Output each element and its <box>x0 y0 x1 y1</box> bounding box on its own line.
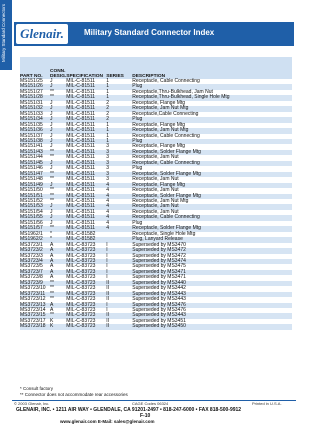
conn-desig-cell: A <box>50 252 54 259</box>
glenair-logo <box>16 24 68 44</box>
specification-cell: MIL-C-81511 <box>66 128 106 133</box>
description-cell: Superseded by MS3440 <box>132 281 292 286</box>
description-cell: Superseded by MS3472 <box>132 252 186 259</box>
conn-desig-cell: ** <box>50 154 54 161</box>
conn-desig-cell: * <box>50 230 52 237</box>
description-cell: Superseded by MS3451 <box>132 317 186 324</box>
conn-desig-cell: K <box>50 324 66 329</box>
part-no-cell: MS3723/12 <box>20 296 46 303</box>
specification-cell: MIL-C-81511 <box>66 172 106 177</box>
col-series: SERIES <box>106 74 124 79</box>
part-no-cell: MS3723/4 <box>20 259 50 264</box>
specification-cell: MIL-C-81511 <box>66 161 106 166</box>
series-cell: I <box>106 307 108 314</box>
specification-cell: MIL-C-81511 <box>66 106 106 111</box>
conn-desig-cell: ** <box>50 285 54 292</box>
description-cell: Superseded by MS3443 <box>132 313 292 318</box>
description-cell: Superseded by MS3443 <box>132 292 292 297</box>
conn-desig-cell: K <box>50 317 54 324</box>
specification-cell: MIL-C-83723 <box>66 303 106 308</box>
conn-desig-cell: * <box>50 237 66 242</box>
conn-desig-cell: J <box>50 183 66 188</box>
part-no-cell: MS151/41 <box>20 143 43 150</box>
specification-cell: MIL-C-83723 <box>66 252 96 259</box>
note-no-rear-accessories: ** Connector does not accommodate rear accessories <box>20 391 128 397</box>
conn-desig-cell: A <box>50 274 54 281</box>
part-no-cell: MS151/48 <box>20 176 43 183</box>
specification-cell: MIL-C-81511 <box>66 176 96 183</box>
description-cell: Superseded by MS3474 <box>132 259 292 264</box>
conn-desig-cell: J <box>50 110 53 117</box>
series-cell: I <box>106 270 132 275</box>
description-cell: Receptacle, Jam Nut Mtg <box>132 197 189 204</box>
series-cell: 4 <box>106 204 132 209</box>
series-cell: 1 <box>106 139 132 144</box>
description-cell: Receptacle, Flange Mtg <box>132 121 186 128</box>
series-cell: I <box>106 303 132 308</box>
series-cell: 2 <box>106 99 110 106</box>
description-cell: Receptacle, Solder Flange Mtg <box>132 226 292 231</box>
series-cell: 4 <box>106 194 132 199</box>
description-cell: Receptacle, Cable Connecting <box>132 161 292 166</box>
conn-desig-cell: J <box>50 161 66 166</box>
specification-cell: MIL-C-81511 <box>66 78 96 84</box>
specification-cell: MIL-C-83723 <box>66 292 106 297</box>
series-cell: 3 <box>106 154 110 161</box>
part-no-cell: MS151/54 <box>20 208 43 215</box>
series-cell: 3 <box>106 176 110 183</box>
series-cell: 1 <box>106 95 132 100</box>
part-no-cell: MS151/53 <box>20 204 50 209</box>
series-cell: I <box>106 252 108 259</box>
part-no-cell: MS3723/18 <box>20 324 50 329</box>
series-cell: 1 <box>106 84 132 89</box>
part-no-cell: MS151/51 <box>20 194 50 199</box>
part-no-cell: MS151/49 <box>20 183 50 188</box>
company-address: GLENAIR, INC. • 1211 AIR WAY • GLENDALE, CA 91201-2497 • 818-247-6000 • FAX 818-500-9912 <box>16 407 242 413</box>
specification-cell: MIL-C-81511 <box>66 197 96 204</box>
conn-desig-cell: J <box>50 204 66 209</box>
part-no-cell: MS151/57 <box>20 226 50 231</box>
side-tab-label: Military Standard Connectors <box>1 4 6 63</box>
conn-desig-cell: J <box>50 215 66 220</box>
series-cell: 3 <box>106 172 132 177</box>
conn-desig-cell: ** <box>50 296 54 303</box>
series-cell: 4 <box>106 219 110 226</box>
specification-cell: MIL-C-83723 <box>66 270 106 275</box>
description-cell: Receptacle, Solder Flange Mtg <box>132 150 292 155</box>
description-cell: Superseded by MS3472 <box>132 248 292 253</box>
description-cell: Superseded by MS3470 <box>132 241 186 248</box>
part-no-cell: MS1962/2 <box>20 237 50 242</box>
table-row <box>20 324 292 329</box>
series-cell: 4 <box>106 197 110 204</box>
conn-desig-cell: J <box>50 128 66 133</box>
specification-cell: MIL-C-81511 <box>66 121 96 128</box>
conn-desig-cell: J <box>50 121 53 128</box>
part-no-cell: MS3723/17 <box>20 317 46 324</box>
copyright: © 2003 Glenair, Inc. <box>14 401 50 406</box>
col-description: DESCRIPTION <box>132 74 166 79</box>
part-no-cell: MS151/31 <box>20 99 43 106</box>
part-no-cell: MS151/38 <box>20 139 50 144</box>
conn-desig-cell: ** <box>50 194 66 199</box>
description-cell: Receptacle, Flange Mtg <box>132 183 292 188</box>
series-cell: 3 <box>106 161 132 166</box>
part-no-cell: MS3723/14 <box>20 307 46 314</box>
part-no-cell: MS151/43 <box>20 150 50 155</box>
specification-cell: MIL-C-83723 <box>66 296 96 303</box>
series-cell: II <box>106 313 132 318</box>
series-cell: II <box>106 281 132 286</box>
specification-cell: MIL-C-83723 <box>66 324 106 329</box>
description-cell: Plug <box>132 117 292 122</box>
specification-cell: MIL-C-81511 <box>66 95 106 100</box>
conn-desig-cell: J <box>50 143 53 150</box>
table-body <box>20 79 292 330</box>
specification-cell: MIL-C-81511 <box>66 194 106 199</box>
page-title: Military Standard Connector Index <box>84 28 215 37</box>
description-cell: Receptacle,Thru-Bulkhead, Single Hole Mtg <box>132 95 292 100</box>
specification-cell: MIL-C-81511 <box>66 226 106 231</box>
description-cell: Receptacle, Jam Nut <box>132 154 179 161</box>
conn-desig-cell: A <box>50 248 66 253</box>
specification-cell: MIL-C-81511 <box>66 204 106 209</box>
description-cell: Receptacle, Flange Mtg <box>132 99 186 106</box>
part-no-cell: MS3723/8 <box>20 274 43 281</box>
series-cell: 1 <box>106 78 110 84</box>
note-consult-factory: * Consult factory <box>20 386 54 391</box>
cage-codes: CAGE Codes 06324 <box>132 401 169 406</box>
series-cell: 3 <box>106 150 132 155</box>
part-no-cell: MS151/32 <box>20 106 50 111</box>
series-cell: II <box>106 317 110 324</box>
description-cell: Receptacle, Cable Connecting <box>132 215 292 220</box>
series-cell: 1 <box>106 128 132 133</box>
specification-cell: MIL-C-81511 <box>66 215 106 220</box>
conn-desig-cell: ** <box>50 281 66 286</box>
notes <box>20 386 128 397</box>
specification-cell: MIL-C-81511 <box>66 99 96 106</box>
part-no-cell: MS151/46 <box>20 165 43 172</box>
connector-index-table <box>20 69 292 330</box>
series-cell: I <box>106 241 108 248</box>
part-no-cell: MS3723/13 <box>20 303 50 308</box>
specification-cell: MIL-C-83723 <box>66 241 96 248</box>
part-no-cell: MS151/27 <box>20 88 43 95</box>
description-cell: Receptacle, Single Hole Mtg <box>132 230 196 237</box>
description-cell: Superseded by MS3476 <box>132 307 186 314</box>
specification-cell: MIL-C-81511 <box>66 183 106 188</box>
series-cell: 2 <box>106 117 132 122</box>
logo-text: Glenair. <box>20 26 64 41</box>
series-cell: 2 <box>106 110 110 117</box>
conn-desig-cell: A <box>50 241 54 248</box>
series-cell: I <box>106 248 132 253</box>
description-cell: Receptacle, Jam Nut <box>132 176 179 183</box>
part-no-cell: MS151/44 <box>20 154 43 161</box>
part-no-cell: MS151/33 <box>20 110 43 117</box>
series-cell: 1 <box>106 88 110 95</box>
description-cell: Receptacle, Cable Connecting <box>132 132 200 139</box>
specification-cell: MIL-C-81582 <box>66 230 96 237</box>
specification-cell: MIL-C-81511 <box>66 132 96 139</box>
part-no-cell: MS151/45 <box>20 161 50 166</box>
conn-desig-cell: J <box>50 99 53 106</box>
series-cell: 2 <box>106 106 132 111</box>
specification-cell: MIL-C-81511 <box>66 143 96 150</box>
description-cell: Receptacle, Jam Nut Mtg <box>132 106 292 111</box>
part-no-cell: MS3723/2 <box>20 248 50 253</box>
series-cell: II <box>106 296 110 303</box>
description-cell: Superseded by MS3443 <box>132 296 186 303</box>
page-header <box>14 22 294 46</box>
specification-cell: MIL-C-83723 <box>66 259 106 264</box>
specification-cell: MIL-C-81511 <box>66 110 96 117</box>
specification-cell: MIL-C-81511 <box>66 88 96 95</box>
part-no-cell: MS3723/5 <box>20 263 43 270</box>
conn-desig-cell: A <box>50 270 66 275</box>
description-cell: Plug <box>132 84 292 89</box>
specification-cell: MIL-C-81511 <box>66 154 96 161</box>
description-cell: Receptacle, Jam Nut Mtg <box>132 128 292 133</box>
specification-cell: MIL-C-81511 <box>66 165 96 172</box>
conn-desig-cell: ** <box>50 292 66 297</box>
description-cell: Superseded by MS3475 <box>132 263 186 270</box>
specification-cell: MIL-C-81511 <box>66 150 106 155</box>
part-no-cell: MS151/34 <box>20 117 50 122</box>
specification-cell: MIL-C-83723 <box>66 317 96 324</box>
conn-desig-cell: J <box>50 165 53 172</box>
series-cell: 3 <box>106 165 110 172</box>
conn-desig-cell: ** <box>50 187 54 194</box>
specification-cell: MIL-C-83723 <box>66 285 96 292</box>
conn-desig-cell: J <box>50 132 53 139</box>
description-cell: Receptacle,Thru-Bulkhead, Jam Nut <box>132 88 213 95</box>
conn-desig-cell: A <box>50 263 54 270</box>
description-cell: Receptacle, Solder Flange Mtg <box>132 194 292 199</box>
conn-desig-cell: J <box>50 78 53 84</box>
series-cell: II <box>106 324 132 329</box>
description-cell: Receptacle,Cable Connecting <box>132 110 199 117</box>
conn-desig-cell: J <box>50 106 66 111</box>
conn-desig-cell: J <box>50 219 53 226</box>
conn-desig-cell: ** <box>50 172 66 177</box>
description-cell: Superseded by MS3471 <box>132 270 292 275</box>
specification-cell: MIL-C-83723 <box>66 281 106 286</box>
specification-cell: MIL-C-81511 <box>66 187 96 194</box>
web-email: www.glenair.com E-Mail: sales@glenair.com <box>60 419 155 424</box>
series-cell: 4 <box>106 187 110 194</box>
conn-desig-cell: A <box>50 303 66 308</box>
part-no-cell: MS151/52 <box>20 197 43 204</box>
specification-cell: MIL-C-81511 <box>66 84 106 89</box>
series-cell: II <box>106 285 110 292</box>
conn-desig-cell: A <box>50 259 66 264</box>
part-no-cell: MS3723/3 <box>20 252 43 259</box>
part-no-cell: MS151/56 <box>20 219 43 226</box>
part-no-cell: MS3723/9 <box>20 281 50 286</box>
conn-desig-cell: ** <box>50 176 54 183</box>
series-cell: I <box>106 263 108 270</box>
specification-cell: MIL-C-83723 <box>66 313 106 318</box>
description-cell: Receptacle, Cable Connecting <box>132 78 200 84</box>
conn-desig-cell: J <box>50 139 66 144</box>
description-cell: Receptacle, Solder Flange Mtg <box>132 172 292 177</box>
description-cell: Plug <box>132 165 143 172</box>
col-conn-desig: CONN. DESIG. <box>50 69 67 79</box>
description-cell: Plug <box>132 139 292 144</box>
series-cell: 3 <box>106 143 110 150</box>
conn-desig-cell: J <box>50 117 66 122</box>
conn-desig-cell: J <box>50 208 53 215</box>
conn-desig-cell: ** <box>50 197 54 204</box>
description-cell: Receptacle, Jam Nut <box>132 187 179 194</box>
description-cell: Superseded by MS3471 <box>132 274 186 281</box>
part-no-cell: MS151/35 <box>20 121 43 128</box>
col-part-no: PART NO. <box>20 74 43 79</box>
part-no-cell: MS151/47 <box>20 172 50 177</box>
part-no-cell: MS3723/1 <box>20 241 43 248</box>
printed-in: Printed in U.S.A. <box>252 401 282 406</box>
part-no-cell: MS151/55 <box>20 215 50 220</box>
description-cell: Plug, Lanyard Release <box>132 237 292 242</box>
part-no-cell: MS151/37 <box>20 132 43 139</box>
conn-desig-cell: J <box>50 84 66 89</box>
part-no-cell: MS151/25 <box>20 78 43 84</box>
specification-cell: MIL-C-81511 <box>66 219 96 226</box>
conn-desig-cell: ** <box>50 150 66 155</box>
part-no-cell: MS151/36 <box>20 128 50 133</box>
part-no-cell: MS151/50 <box>20 187 43 194</box>
specification-cell: MIL-C-81511 <box>66 208 96 215</box>
conn-desig-cell: ** <box>50 226 66 231</box>
series-cell: I <box>106 274 108 281</box>
series-cell: I <box>106 259 132 264</box>
description-cell: Superseded by MS3476 <box>132 303 292 308</box>
part-no-cell: MS3723/7 <box>20 270 50 275</box>
part-no-cell: MS3723/11 <box>20 292 50 297</box>
conn-desig-cell: ** <box>50 95 66 100</box>
part-no-cell: MS1962/1 <box>20 230 43 237</box>
specification-cell: MIL-C-83723 <box>66 307 96 314</box>
page-number: F-10 <box>140 413 151 419</box>
description-cell: Superseded by MS3442 <box>132 285 186 292</box>
description-cell: Superseded by MS3450 <box>132 324 292 329</box>
series-cell: 4 <box>106 226 132 231</box>
series-cell: 1 <box>106 121 110 128</box>
series-cell: 4 <box>106 208 110 215</box>
conn-desig-cell: A <box>50 307 54 314</box>
side-tab <box>0 0 12 70</box>
conn-desig-cell: ** <box>50 313 66 318</box>
series-cell: 4 <box>106 183 132 188</box>
description-cell: Receptacle, Flange Mtg <box>132 143 186 150</box>
specification-cell: MIL-C-81511 <box>66 117 106 122</box>
col-specification: SPECIFICATION <box>66 74 103 79</box>
specification-cell: MIL-C-81582 <box>66 237 106 242</box>
series-cell: 4 <box>106 215 132 220</box>
specification-cell: MIL-C-81511 <box>66 139 106 144</box>
part-no-cell: MS3723/15 <box>20 313 50 318</box>
part-no-cell: MS3723/10 <box>20 285 46 292</box>
specification-cell: MIL-C-83723 <box>66 248 106 253</box>
description-cell: Receptacle, Jam Nut <box>132 208 179 215</box>
specification-cell: MIL-C-83723 <box>66 274 96 281</box>
description-cell: Receptacle, Jam Nut <box>132 204 292 209</box>
part-no-cell: MS151/26 <box>20 84 50 89</box>
series-cell: II <box>106 292 132 297</box>
series-cell: 1 <box>106 132 110 139</box>
conn-desig-cell: ** <box>50 88 54 95</box>
part-no-cell: MS151/28 <box>20 95 50 100</box>
description-cell: Plug <box>132 219 143 226</box>
specification-cell: MIL-C-83723 <box>66 263 96 270</box>
